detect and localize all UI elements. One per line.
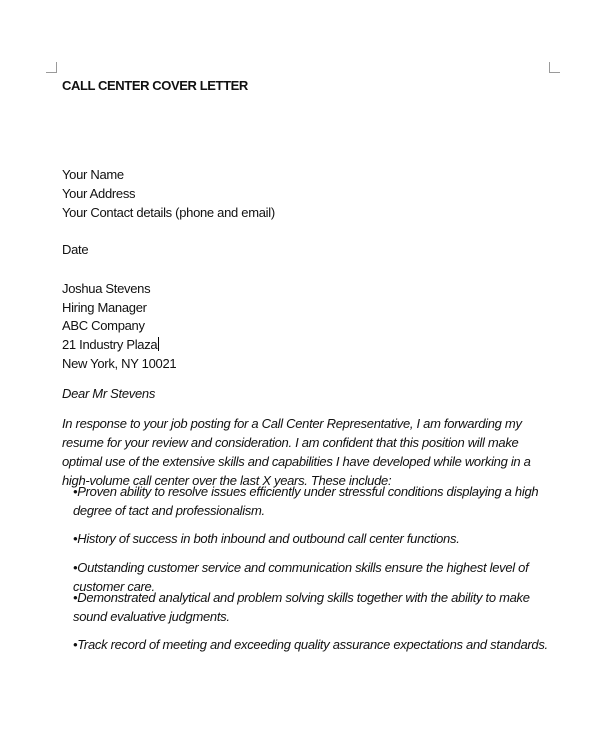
margin-corner-top-left [46, 62, 57, 73]
sender-contact: Your Contact details (phone and email) [62, 205, 275, 220]
bullet-item: •Proven ability to resolve issues efficiently under stressful conditions displaying a high degree of tact and professionalism. [73, 484, 539, 518]
sender-name: Your Name [62, 167, 124, 182]
margin-corner-top-right [549, 62, 560, 73]
intro-paragraph: In response to your job posting for a Call Center Representative, I am forwarding my resume for your review and consideration. I am confident that this position will make optimal use of the extensive skills and capabilities I have developed while working in a high-volume call center over the last X years. These include: [62, 416, 531, 488]
recipient-name: Joshua Stevens [62, 281, 151, 296]
bullet-item: •Outstanding customer service and communication skills ensure the highest level of customer care. [73, 560, 529, 594]
document-title: CALL CENTER COVER LETTER [62, 78, 248, 93]
letter-date: Date [62, 242, 89, 257]
recipient-position: Hiring Manager [62, 300, 147, 315]
text-cursor [158, 337, 159, 351]
recipient-street-line [62, 335, 159, 354]
salutation: Dear Mr Stevens [62, 386, 156, 401]
sender-address: Your Address [62, 186, 136, 201]
recipient-street: 21 Industry Plaza [62, 337, 158, 352]
recipient-company: ABC Company [62, 318, 145, 333]
recipient-city: New York, NY 10021 [62, 356, 177, 371]
bullet-item: •Demonstrated analytical and problem solving skills together with the ability to make sound evaluative judgments. [73, 590, 530, 624]
bullet-item: •Track record of meeting and exceeding quality assurance expectations and standards. [73, 637, 548, 652]
bullet-item: •History of success in both inbound and outbound call center functions. [73, 531, 460, 546]
